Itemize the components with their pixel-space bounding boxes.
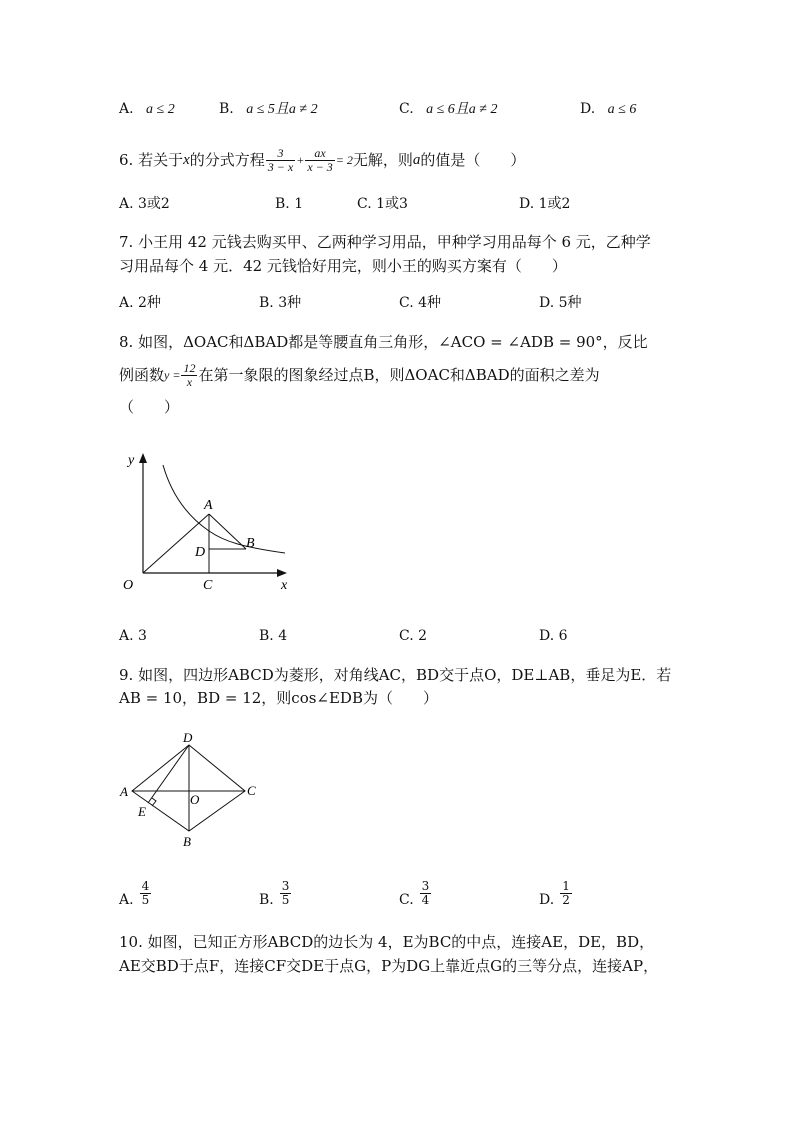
- q6-suffix2: 的值是（ ）: [420, 151, 526, 169]
- q6-fraction-2-den: x − 3: [307, 159, 333, 174]
- q9-label-d: D: [183, 730, 193, 745]
- q9-option-c: [399, 877, 432, 909]
- q7-line-2: 习用品每个 4 元．42 元钱恰好用完，则小王的购买方案有（ ）: [119, 257, 567, 275]
- q8-label-x: x: [281, 578, 288, 593]
- q8-option-b: B. 4: [259, 628, 288, 644]
- q9-option-d-fraction: [560, 880, 572, 907]
- q9-option-a-den: 5: [141, 892, 150, 907]
- q5-option-b-expr: a ≤ 5且a ≠ 2: [246, 102, 318, 117]
- q5-option-c-expr: a ≤ 6且a ≠ 2: [426, 102, 498, 117]
- q8-fraction-den: x: [186, 374, 193, 389]
- q9-option-c-letter: C.: [399, 892, 414, 908]
- q8-option-d: D. 6: [539, 628, 568, 644]
- q9-label-e: E: [138, 804, 146, 819]
- q7-option-b: B. 3种: [259, 295, 302, 311]
- q8-line-2-suffix: 在第一象限的图象经过点B，则ΔOAC和ΔBAD的面积之差为: [198, 366, 600, 384]
- q5-option-a-letter: A.: [119, 101, 134, 117]
- q9-option-b-letter: B.: [259, 892, 274, 908]
- q8-option-a: A. 3: [119, 628, 147, 644]
- q5-option-b: [219, 100, 318, 119]
- q8-label-y: y: [128, 453, 135, 468]
- q8-figure: [115, 445, 300, 600]
- q6-option-a: A. 3或2: [119, 196, 170, 212]
- q5-option-a-expr: a ≤ 2: [146, 102, 175, 117]
- q8-y-equals: y =: [164, 368, 181, 382]
- q9-label-o: O: [190, 792, 200, 807]
- q7-option-c: C. 4种: [399, 295, 442, 311]
- q10-line-1: 10. 如图，已知正方形ABCD的边长为 4，E为BC的中点，连接AE，DE，BD，: [119, 933, 655, 951]
- q5-option-d-letter: D.: [580, 101, 596, 117]
- q8-line-2: [119, 357, 600, 393]
- q5-option-d: [580, 100, 636, 119]
- q8-fraction-num: 12: [183, 360, 196, 375]
- q8-y-axis-arrow: [139, 453, 147, 463]
- q9-label-a: A: [120, 784, 128, 799]
- q8-label-b: B: [246, 536, 255, 551]
- q9-line-1: 9. 如图，四边形ABCD为菱形，对角线AC，BD交于点O，DE⊥AB，垂足为E．若: [119, 666, 672, 684]
- q9-option-a-letter: A.: [119, 892, 134, 908]
- q8-line-3: （ ）: [119, 398, 180, 416]
- q6-option-d: D. 1或2: [519, 196, 571, 212]
- q8-line-1: 8. 如图，ΔOAC和ΔBAD都是等腰直角三角形，∠ACO = ∠ADB = 90°，反比: [119, 333, 648, 351]
- q6-fraction-1-den: 3 − x: [267, 159, 294, 174]
- q9-option-a-fraction: [140, 880, 152, 907]
- q5-option-d-expr: a ≤ 6: [607, 102, 637, 117]
- q9-option-a: [119, 877, 152, 909]
- q9-option-c-fraction: [420, 880, 432, 907]
- q9-option-d: [539, 877, 573, 909]
- q9-option-d-letter: D.: [539, 892, 555, 908]
- q6-option-c: C. 1或3: [357, 196, 408, 212]
- q8-segment-oa: [143, 514, 209, 573]
- q7-option-d: D. 5种: [539, 295, 582, 311]
- q9-option-b: [259, 877, 292, 909]
- q9-option-d-num: 1: [562, 878, 570, 893]
- q8-x-axis-arrow: [277, 569, 287, 577]
- q9-option-d-den: 2: [562, 892, 570, 907]
- q8-segment-ab: [209, 514, 246, 549]
- q9-figure: [112, 728, 267, 853]
- q9-label-c: C: [247, 783, 256, 798]
- q6-fraction-2: [305, 147, 334, 174]
- q6-prefix: 6. 若关于: [119, 151, 184, 169]
- q8-line-2-prefix: 例函数: [119, 366, 165, 384]
- q6-var-x: x: [183, 152, 190, 168]
- q8-label-c: C: [203, 578, 213, 593]
- q9-segment-de: [148, 745, 189, 803]
- q6-mid: 的分式方程: [189, 151, 265, 169]
- q6-fraction-1: [266, 147, 295, 174]
- q5-option-c: [399, 100, 498, 119]
- q7-option-a: A. 2种: [119, 295, 161, 311]
- q10-line-2: AE交BD于点F，连接CF交DE于点G，P为DG上靠近点G的三等分点，连接AP，: [119, 957, 659, 975]
- q6-stem: [119, 140, 525, 180]
- q9-option-c-den: 4: [421, 892, 430, 907]
- q9-right-angle-mark: [152, 798, 156, 806]
- q8-hyperbola-curve: [163, 465, 285, 553]
- q6-fraction-2-num: ax: [305, 147, 334, 161]
- q6-fraction-1-num: 3: [266, 147, 295, 161]
- q8-label-d: D: [195, 545, 206, 560]
- q7-line-1: 7. 小王用 42 元钱去购买甲、乙两种学习用品，甲种学习用品每个 6 元，乙种学: [119, 233, 651, 251]
- q5-option-b-letter: B.: [219, 101, 234, 117]
- q9-option-a-num: 4: [141, 878, 150, 893]
- q9-option-b-num: 3: [281, 878, 290, 893]
- q9-option-b-den: 5: [281, 892, 290, 907]
- q9-option-c-num: 3: [421, 878, 430, 893]
- q6-var-a: a: [412, 152, 421, 168]
- q9-line-2: AB = 10，BD = 12，则cos∠EDB为（ ）: [119, 689, 438, 707]
- q5-option-a: [119, 100, 175, 119]
- q9-option-b-fraction: [280, 880, 292, 907]
- q6-equals: = 2: [335, 153, 353, 167]
- q8-fraction: [181, 362, 197, 389]
- q8-label-a: A: [204, 498, 213, 513]
- q8-option-c: C. 2: [399, 628, 428, 644]
- q6-plus: +: [296, 153, 305, 167]
- q6-option-b: B. 1: [275, 196, 304, 212]
- q5-option-c-letter: C.: [399, 101, 414, 117]
- q6-suffix1: 无解，则: [352, 151, 413, 169]
- q9-label-b: B: [183, 834, 191, 849]
- q8-label-o: O: [123, 578, 134, 593]
